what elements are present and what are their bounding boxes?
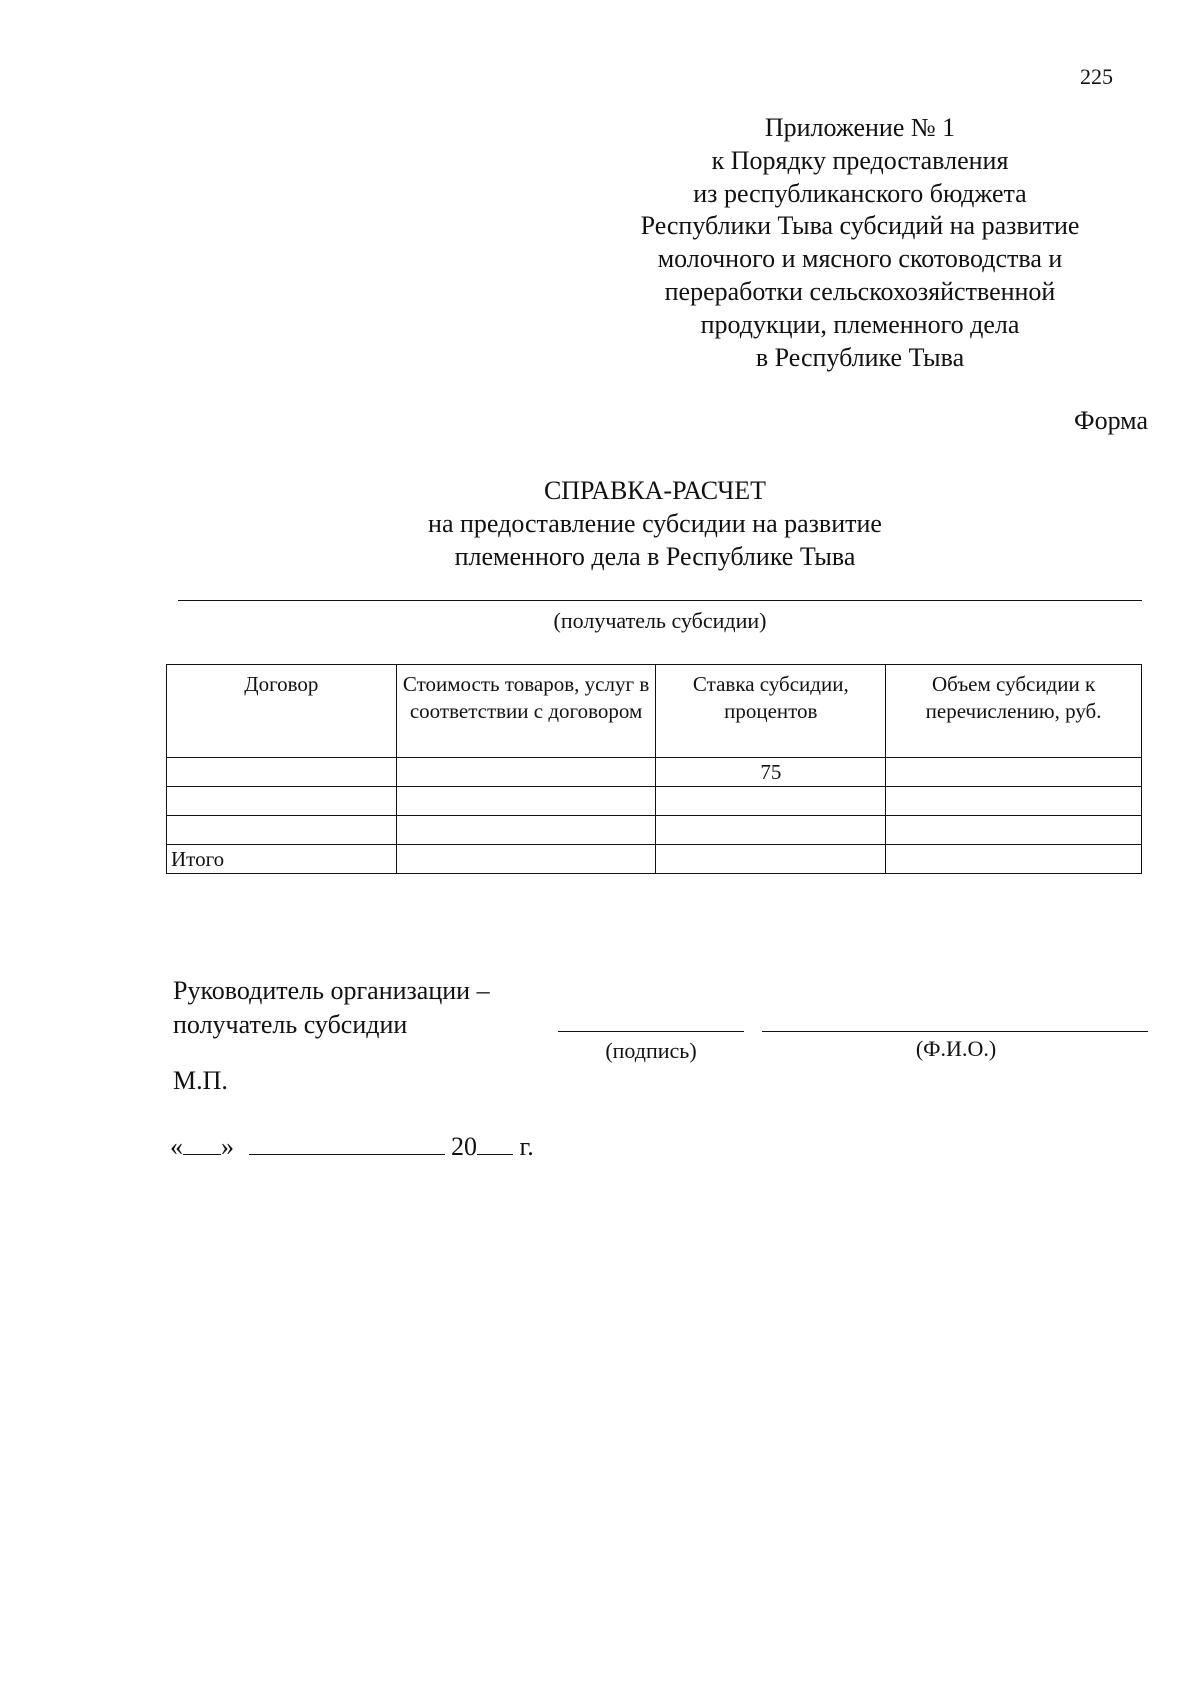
calculation-table [166,664,1142,874]
table-cell[interactable] [396,816,656,845]
table-total-row [167,845,1142,874]
month-field[interactable] [249,1132,445,1155]
table-cell[interactable] [167,787,397,816]
day-field[interactable] [183,1132,221,1155]
signer-label-line: получатель субсидии [173,1010,408,1039]
signature-caption: (подпись) [605,1038,697,1063]
appendix-line: Приложение № 1 [764,113,956,142]
table-cell[interactable] [656,787,886,816]
appendix-line: Республики Тыва субсидий на развитие [640,211,1080,241]
year-suffix: г. [519,1132,534,1161]
appendix-header [580,112,1140,374]
signer-label-line: Руководитель организации – [173,976,490,1005]
table-cell[interactable] [886,787,1142,816]
page-number: 225 [1080,64,1113,89]
table-cell[interactable] [886,845,1142,874]
table-cell[interactable] [396,845,656,874]
date-line [170,1132,534,1162]
table-row [167,758,1142,787]
table-cell[interactable] [167,758,397,787]
table-cell[interactable] [396,758,656,787]
recipient-field-line[interactable] [178,600,1142,601]
appendix-line: в Республике Тыва [755,342,965,372]
total-label-cell: Итого [167,845,397,874]
name-field-line[interactable] [762,1031,1148,1032]
document-title-block [175,474,1135,573]
year-field[interactable] [477,1132,513,1155]
appendix-line: молочного и мясного скотоводства и [657,244,1063,274]
table-row [167,816,1142,845]
signature-field-line[interactable] [558,1031,744,1032]
signer-label [173,974,490,1042]
document-title: СПРАВКА-РАСЧЕТ [543,476,767,505]
document-subtitle-line: на предоставление субсидии на развитие [428,509,882,538]
date-close-quote: » [221,1132,234,1161]
column-header-cost: Стоимость товаров, услуг в соответствии с договором [396,665,656,758]
column-header-rate: Ставка субсидии, процентов [656,665,886,758]
appendix-line: продукции, племенного дела [700,309,1020,339]
appendix-line: к Порядку предоставления [711,145,1009,175]
document-subtitle-line: племенного дела в Республике Тыва [454,542,856,571]
table-cell[interactable] [886,816,1142,845]
table-cell[interactable] [656,845,886,874]
table-row [167,787,1142,816]
stamp-label: М.П. [173,1066,228,1095]
appendix-line: переработки сельскохозяйственной [664,276,1056,306]
recipient-caption: (получатель субсидии) [553,608,767,633]
column-header-contract: Договор [167,665,397,758]
table-header-row [167,665,1142,758]
table-cell[interactable] [396,787,656,816]
year-prefix: 20 [451,1132,477,1161]
appendix-line: из республиканского бюджета [693,178,1027,208]
table-cell[interactable] [167,816,397,845]
table-cell[interactable] [656,816,886,845]
table-cell[interactable] [886,758,1142,787]
table-cell[interactable]: 75 [656,758,886,787]
column-header-amount: Объем субсидии к перечислению, руб. [886,665,1142,758]
name-caption: (Ф.И.О.) [915,1036,997,1061]
date-open-quote: « [170,1132,183,1161]
form-label: Форма [1074,406,1148,435]
